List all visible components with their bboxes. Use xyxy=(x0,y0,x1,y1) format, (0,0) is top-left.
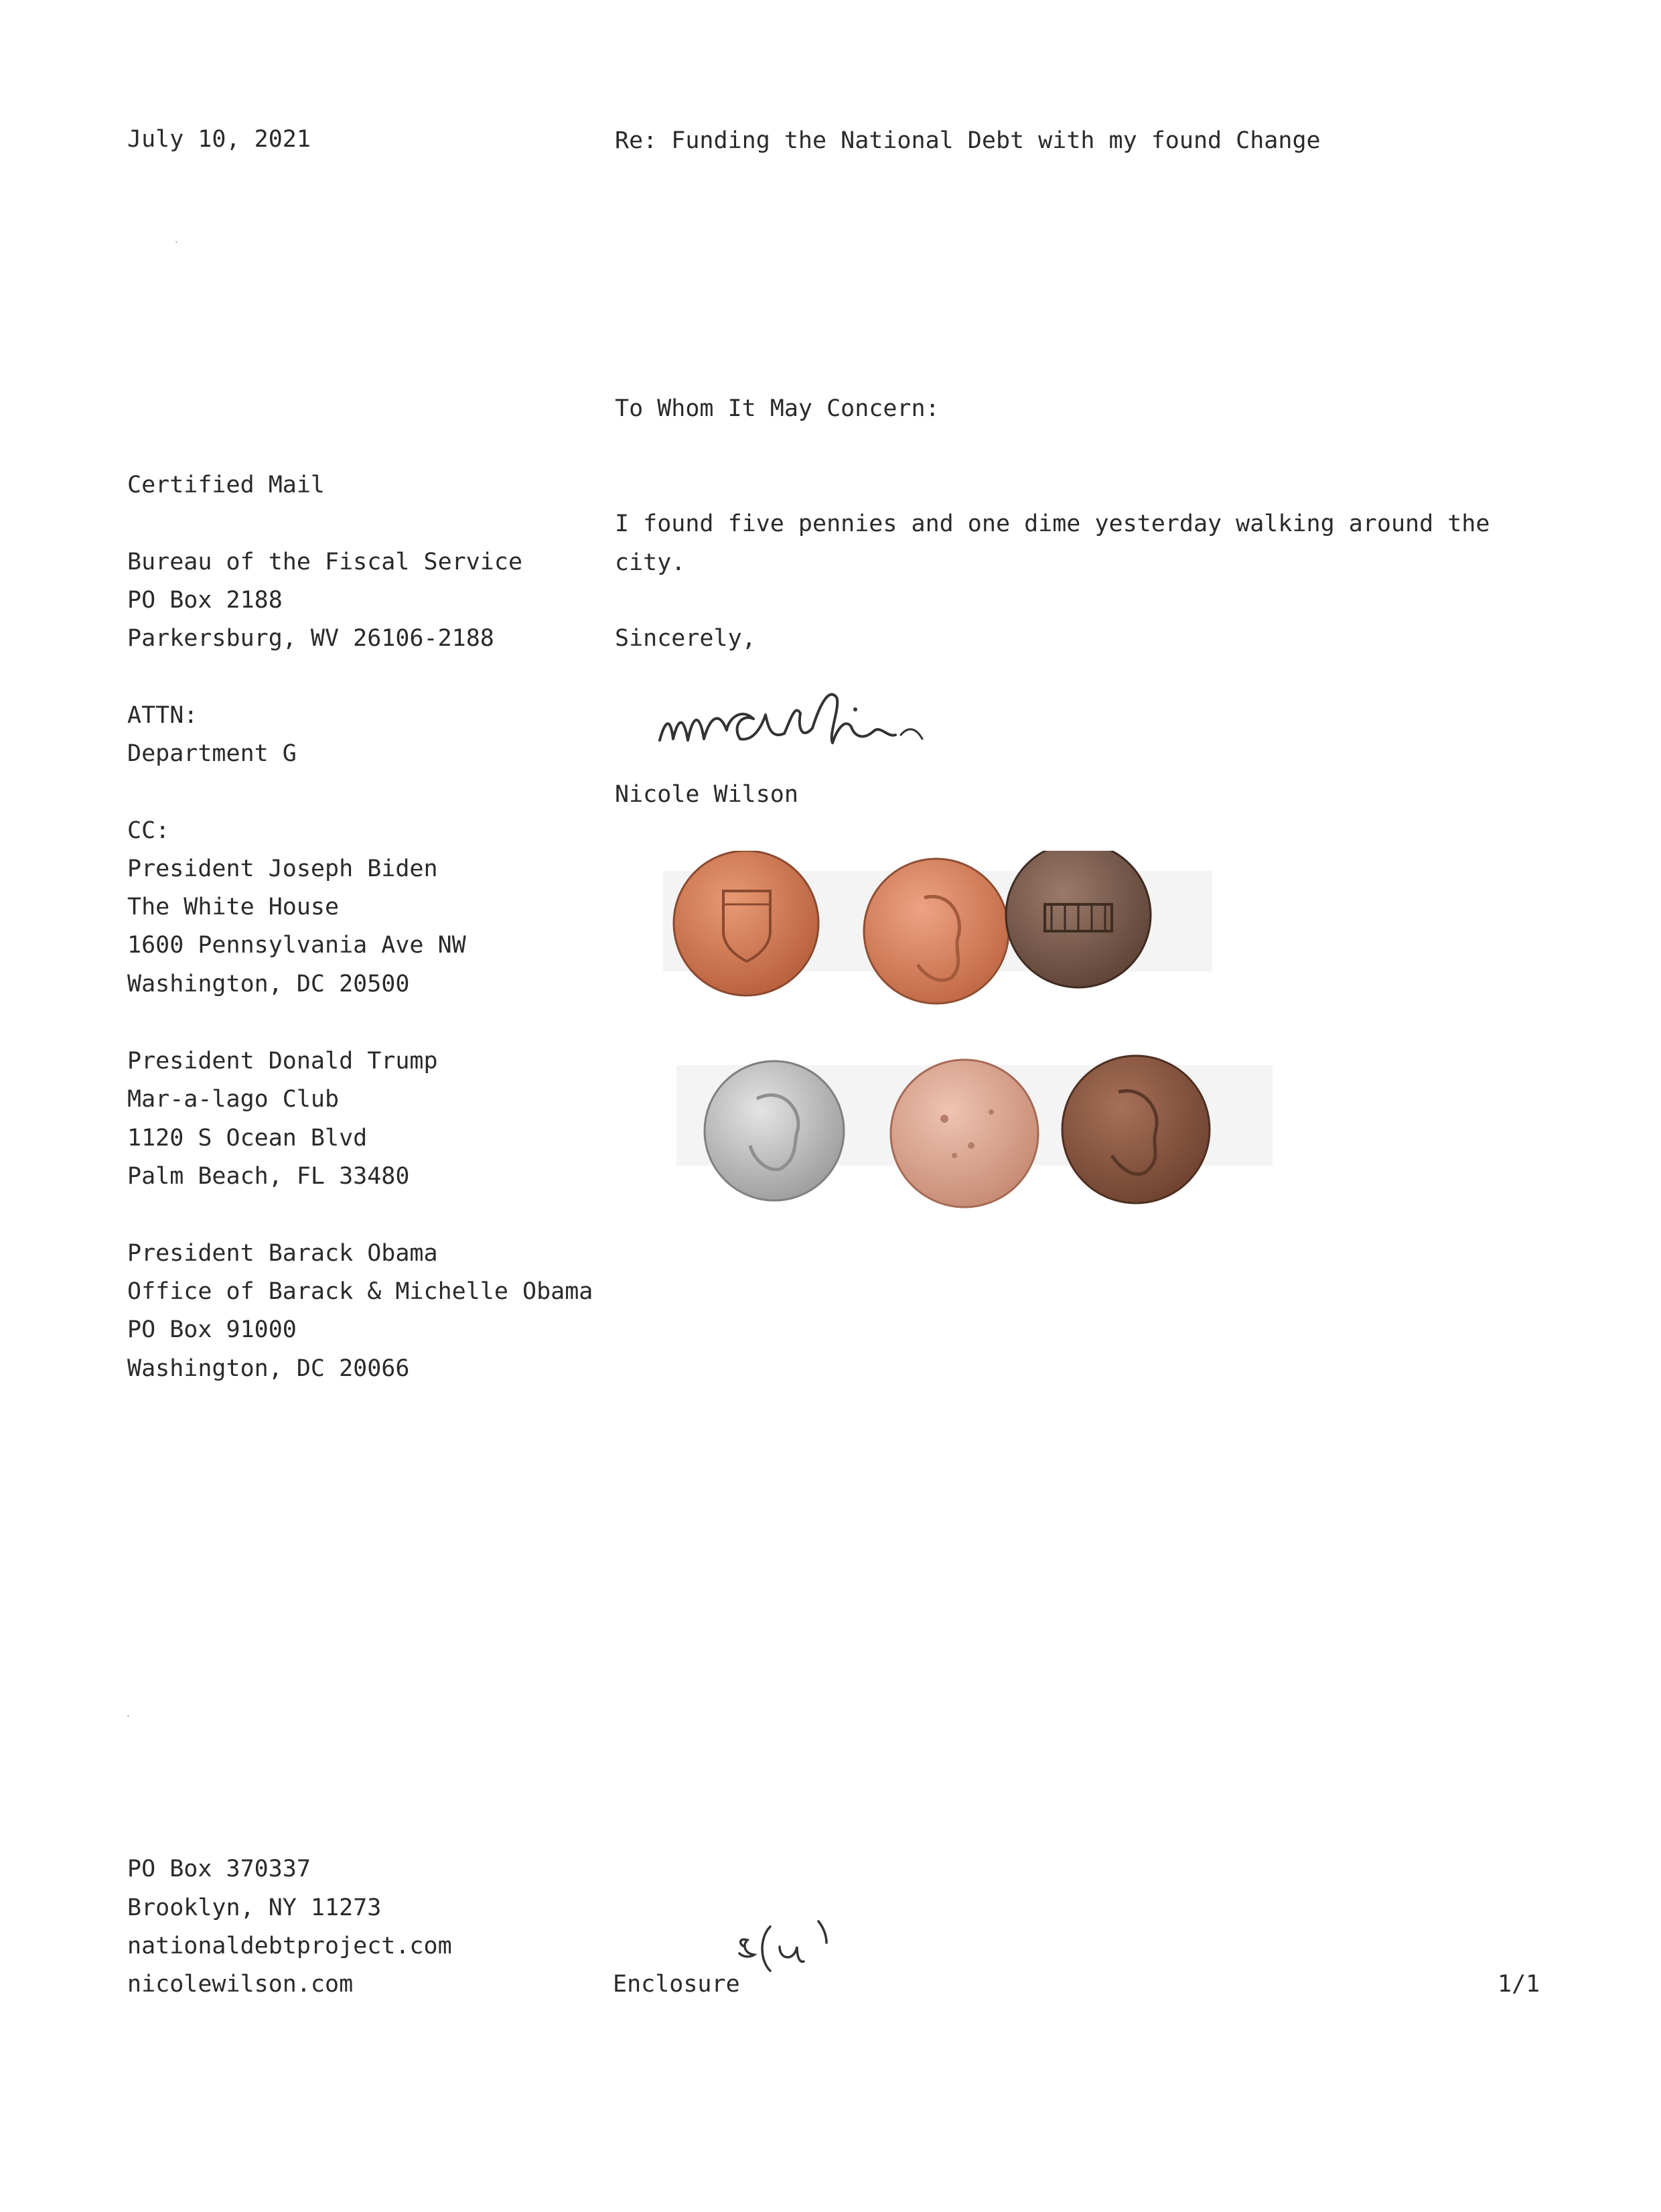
cc-line: President Barack Obama xyxy=(127,1240,438,1267)
handwritten-signature xyxy=(653,680,1001,760)
cc-line: Washington, DC 20066 xyxy=(127,1355,410,1382)
page-number: 1/1 xyxy=(1498,1971,1540,1998)
scan-speck xyxy=(127,1715,129,1717)
penny-coin xyxy=(1062,1056,1210,1203)
cc-line: 1120 S Ocean Blvd xyxy=(127,1125,368,1152)
scan-speck xyxy=(175,241,177,243)
signer-name: Nicole Wilson xyxy=(615,781,798,808)
footer-line: nationaldebtproject.com xyxy=(127,1933,452,1959)
cc-line: Mar-a-lago Club xyxy=(127,1086,340,1113)
penny-coin xyxy=(1006,851,1151,987)
delivery-method: Certified Mail xyxy=(127,472,326,498)
cc-line: The White House xyxy=(127,894,340,920)
letter-subject: Re: Funding the National Debt with my found Change xyxy=(615,127,1321,154)
dime-coin xyxy=(705,1061,844,1200)
cc-line: Washington, DC 20500 xyxy=(127,971,410,997)
cc-line: President Joseph Biden xyxy=(127,855,438,882)
recipient-line: PO Box 2188 xyxy=(127,587,283,614)
enclosure-label: Enclosure xyxy=(613,1971,740,1998)
penny-coin xyxy=(864,859,1009,1004)
cc-line: PO Box 91000 xyxy=(127,1316,297,1343)
recipient-line: Parkersburg, WV 26106-2188 xyxy=(127,625,494,652)
recipient-line: Bureau of the Fiscal Service xyxy=(127,549,523,575)
footer-line: PO Box 370337 xyxy=(127,1856,311,1882)
attn-department: Department G xyxy=(127,740,297,767)
letter-body: I found five pennies and one dime yesterday walking around the city. xyxy=(615,510,1490,576)
handwritten-enclosure-count xyxy=(735,1913,836,1974)
attn-label: ATTN: xyxy=(127,702,198,729)
footer-line: Brooklyn, NY 11273 xyxy=(127,1894,382,1921)
cc-line: Palm Beach, FL 33480 xyxy=(127,1163,410,1190)
footer-line: nicolewilson.com xyxy=(127,1971,354,1998)
penny-coin xyxy=(674,851,818,995)
cc-label: CC: xyxy=(127,817,170,844)
closing: Sincerely, xyxy=(615,625,756,652)
salutation: To Whom It May Concern: xyxy=(615,395,940,422)
cc-line: President Donald Trump xyxy=(127,1048,438,1075)
penny-coin xyxy=(891,1060,1038,1207)
enclosed-coins-photo xyxy=(656,851,1286,1239)
letter-date: July 10, 2021 xyxy=(127,126,311,153)
cc-line: 1600 Pennsylvania Ave NW xyxy=(127,932,466,959)
cc-line: Office of Barack & Michelle Obama xyxy=(127,1278,593,1305)
